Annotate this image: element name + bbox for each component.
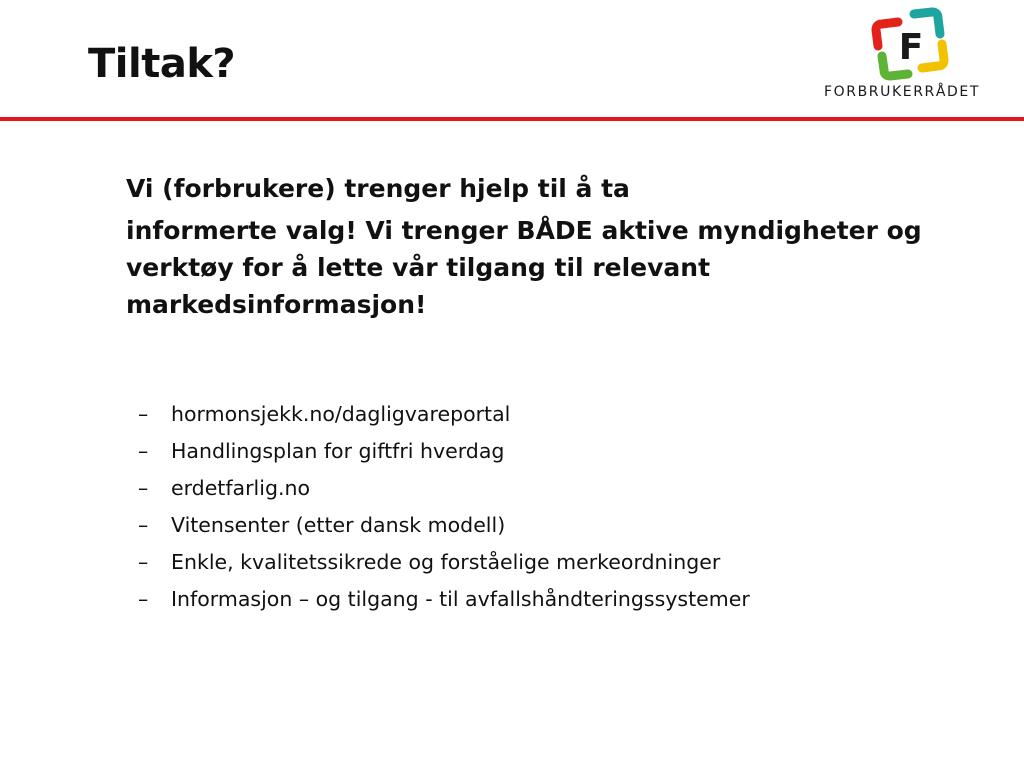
dash-marker: – [138,587,149,611]
list-item [138,581,918,618]
logo-wordmark: FORBRUKERRÅDET [824,84,981,100]
list-item [138,433,918,470]
list-item-text: Informasjon – og tilgang - til avfallshåndteringssystemer [171,587,750,611]
list-item-text: hormonsjekk.no/dagligvareportal [171,402,511,426]
list-item-text: erdetfarlig.no [171,476,311,500]
list-item-text: Enkle, kvalitetssikrede og forståelige merkeordninger [171,550,721,574]
forbrukerradet-logo-icon [858,4,954,84]
dash-marker: – [138,513,149,537]
measures-list [138,396,918,618]
dash-marker: – [138,439,149,463]
intro-line-1: Vi (forbrukere) trenger hjelp til å ta [126,174,630,203]
list-item [138,396,918,433]
list-item-text: Vitensenter (etter dansk modell) [171,513,506,537]
intro-text [126,170,926,323]
dash-marker: – [138,476,149,500]
dash-marker: – [138,550,149,574]
forbrukerradet-logo [822,4,992,104]
header-divider [0,117,1024,121]
dash-marker: – [138,402,149,426]
intro-line-2: informerte valg! Vi trenger BÅDE aktive myndigheter og verktøy for å lette vår tilgang til relevant markedsinformasjon! [126,216,922,319]
list-item-text: Handlingsplan for giftfri hverdag [171,439,505,463]
slide-title: Tiltak? [88,41,236,87]
list-item [138,544,918,581]
list-item [138,470,918,507]
list-item [138,507,918,544]
logo-letter: F [898,27,924,68]
